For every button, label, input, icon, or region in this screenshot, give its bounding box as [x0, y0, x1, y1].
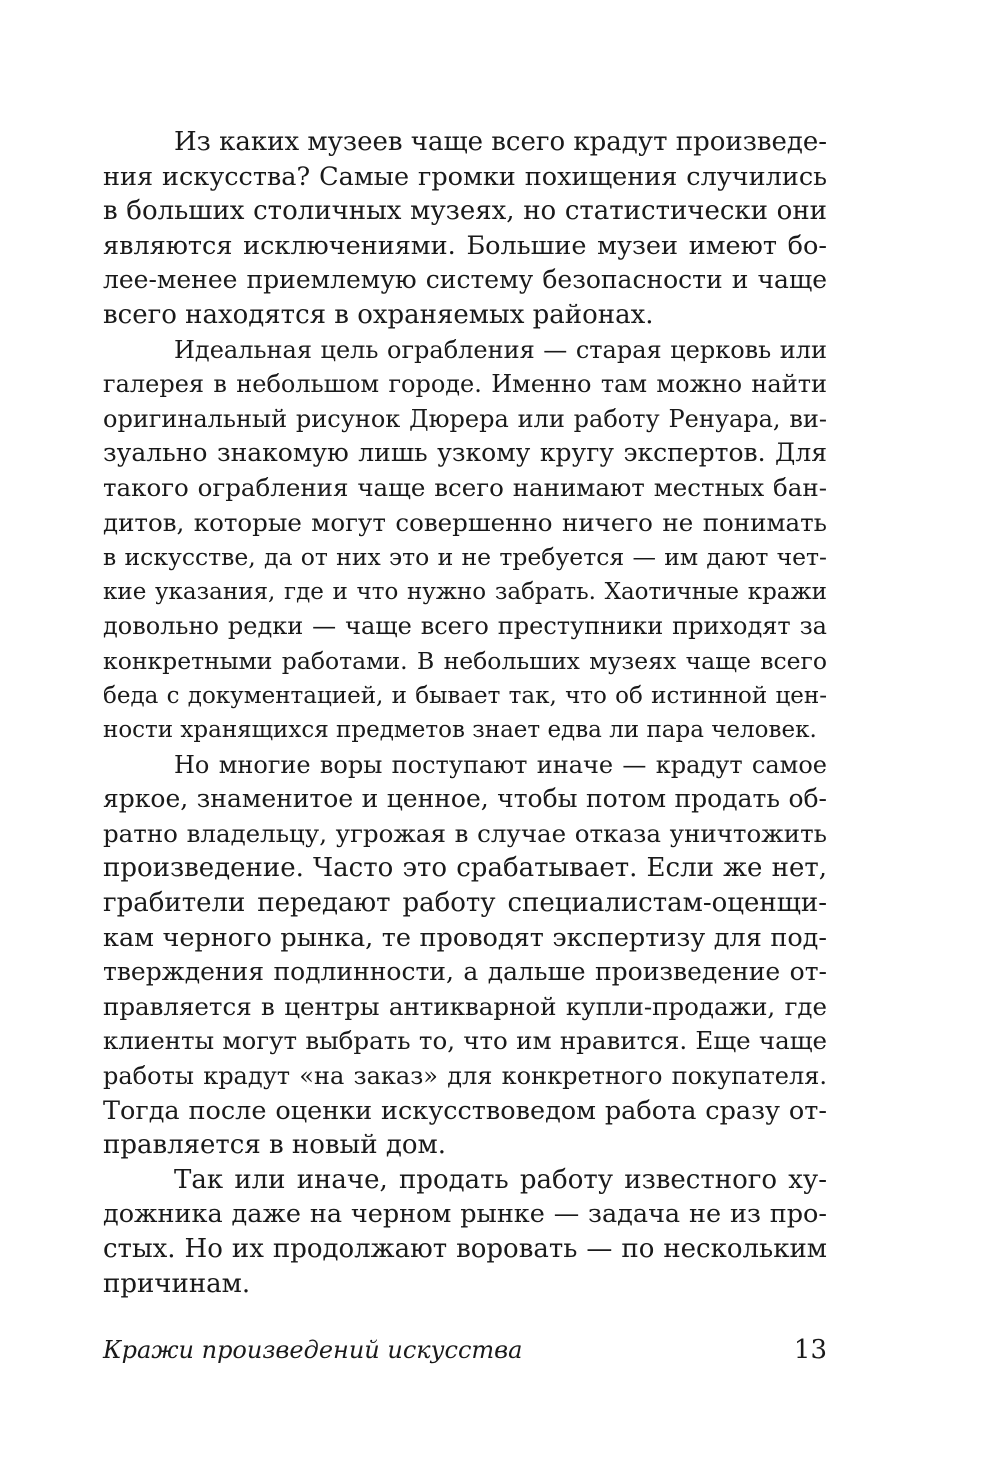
text-line: являются исключениями. Большие музеи имеют бо-: [103, 230, 827, 261]
paragraph: [103, 748, 827, 1163]
text-line: беда с документацией, и бывает так, что об истинной цен-: [103, 682, 827, 709]
text-line: оригинальный рисунок Дюрера или работу Ренуара, ви-: [103, 404, 827, 433]
text-line: грабители передают работу специалистам-оценщи-: [103, 888, 827, 919]
paragraph: [103, 333, 827, 748]
text-line: зуально знакомую лишь узкому кругу экспертов. Для: [103, 438, 827, 468]
text-line: ности хранящихся предметов знает едва ли пара человек.: [103, 717, 817, 744]
text-line: правляется в центры антикварной купли-продажи, где: [103, 991, 827, 1021]
paragraph: [103, 1163, 827, 1301]
text-line: причинам.: [103, 1268, 251, 1299]
running-title: Кражи произведений искусства: [103, 1336, 523, 1364]
text-line: всего находятся в охраняемых районах.: [103, 299, 654, 330]
text-line: Из каких музеев чаще всего крадут произведе-: [174, 127, 828, 157]
text-line: довольно редки — чаще всего преступники приходят за: [103, 612, 827, 641]
text-line: клиенты могут выбрать то, что им нравится. Еще чаще: [103, 1026, 827, 1056]
text-line: галерея в небольшом городе. Именно там можно найти: [103, 370, 827, 399]
text-line: в искусстве, да от них это и не требуется — им дают чет-: [103, 543, 827, 572]
text-line: дитов, которые могут совершенно ничего не понимать: [103, 507, 827, 537]
text-line: дожника даже на черном рынке — задача не из про-: [103, 1199, 827, 1230]
text-line: ния искусства? Самые громки похищения случились: [103, 161, 827, 192]
text-line: конкретными работами. В небольших музеях чаще всего: [103, 646, 827, 675]
body-text: [103, 125, 827, 1301]
page-footer: [103, 1330, 827, 1370]
text-line: Так или иначе, продать работу известного ху-: [174, 1164, 827, 1195]
text-line: Тогда после оценки искусствоведом работа сразу от-: [103, 1095, 827, 1126]
text-line: кие указания, где и что нужно забрать. Хаотичные кражи: [103, 578, 827, 605]
text-line: кам черного рынка, те проводят экспертизу для под-: [103, 922, 827, 953]
text-line: ратно владельцу, угрожая в случае отказа уничтожить: [103, 818, 827, 848]
text-line: лее-менее приемлемую систему безопасности и чаще: [103, 265, 827, 295]
text-line: такого ограбления чаще всего нанимают местных бан-: [103, 472, 827, 502]
paragraph: [103, 125, 827, 333]
text-line: стых. Но их продолжают воровать — по нескольким: [103, 1234, 827, 1264]
page-number: 13: [793, 1335, 827, 1365]
text-line: тверждения подлинности, а дальше произведение от-: [103, 957, 827, 987]
text-line: яркое, знаменитое и ценное, чтобы потом продать об-: [103, 784, 827, 814]
text-line: правляется в новый дом.: [103, 1130, 446, 1161]
text-line: произведение. Часто это срабатывает. Если же нет,: [103, 853, 827, 884]
text-line: Но многие воры поступают иначе — крадут самое: [174, 750, 827, 779]
text-line: в больших столичных музеях, но статистически они: [103, 196, 827, 227]
text-line: работы крадут «на заказ» для конкретного покупателя.: [103, 1062, 827, 1091]
text-line: Идеальная цель ограбления — старая церковь или: [174, 335, 827, 364]
